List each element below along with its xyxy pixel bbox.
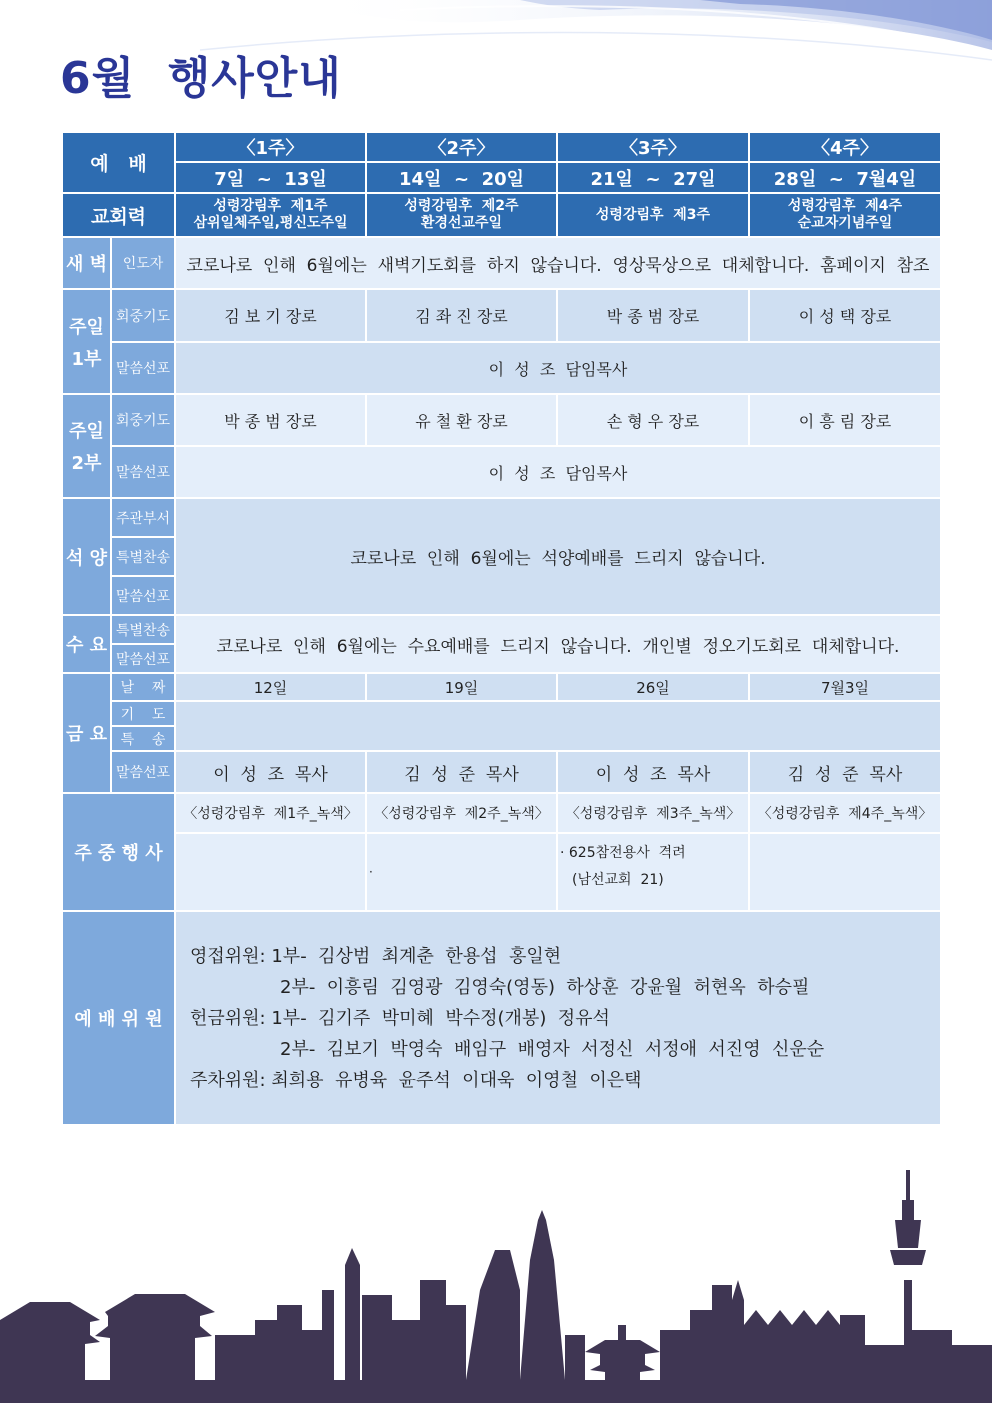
sunday1-prayer-week2: 김 좌 진 장로 <box>366 289 557 342</box>
sunday1-label-bottom: 1부 <box>71 348 102 370</box>
week-3-dates: 21일 ~ 27일 <box>557 162 749 193</box>
calendar-line: 성령강림후 제1주 <box>213 198 328 214</box>
offering-label: 헌금위원: <box>190 1007 266 1029</box>
members-label: 예 배 위 원 <box>62 911 175 1125</box>
week-4-header: 〈4주〉 <box>749 132 941 162</box>
evening-sub-dept: 주관부서 <box>111 498 175 537</box>
evening-row-1 <box>62 498 941 537</box>
sunday2-prayer-week4: 이 흥 림 장로 <box>749 394 941 446</box>
offering-line-2 <box>190 1034 940 1065</box>
friday-sermon-row <box>62 751 941 793</box>
calendar-line: 순교자기념주일 <box>797 215 893 231</box>
members-content <box>175 911 941 1125</box>
events-colors-row <box>62 793 941 833</box>
page-title: 6월 행사안내 <box>60 53 342 104</box>
sunday2-label-bottom: 2부 <box>71 453 102 474</box>
week-header-row <box>62 132 941 162</box>
dawn-sub-label: 인도자 <box>111 237 175 289</box>
wednesday-row-1 <box>62 615 941 644</box>
event-line: · 625참전용사 격려 <box>560 845 686 861</box>
greeters-line-1 <box>190 941 940 972</box>
wednesday-sub-sermon: 말씀선포 <box>111 644 175 673</box>
evening-sub-sermon: 말씀선포 <box>111 576 175 615</box>
sunday1-prayer-row <box>62 289 941 342</box>
friday-label: 금 요 <box>62 673 111 793</box>
events-week4 <box>749 833 941 911</box>
friday-date-week1: 12일 <box>175 673 366 701</box>
week-1-calendar <box>175 193 366 237</box>
friday-sermon-week3: 이 성 조 목사 <box>557 751 749 793</box>
date-range-row <box>62 162 941 193</box>
evening-sub-special-hymn: 특별찬송 <box>111 537 175 576</box>
greeters-label: 영접위원: <box>190 945 266 967</box>
events-color-week1: 〈성령강림후 제1주_녹색〉 <box>175 793 366 833</box>
sunday1-sermon-label: 말씀선포 <box>111 342 175 394</box>
events-color-week4: 〈성령강림후 제4주_녹색〉 <box>749 793 941 833</box>
sunday2-prayer-week1: 박 종 범 장로 <box>175 394 366 446</box>
sunday2-sermon-row <box>62 446 941 498</box>
calendar-line: 삼위일체주일,평신도주일 <box>193 215 348 231</box>
friday-sermon-week4: 김 성 준 목사 <box>749 751 941 793</box>
schedule-table <box>61 131 942 1126</box>
calendar-line: 성령강림후 제4주 <box>787 198 903 214</box>
church-calendar-label: 교회력 <box>62 193 175 237</box>
friday-date-label: 날 짜 <box>111 673 175 701</box>
sunday1-prayer-week1: 김 보 기 장로 <box>175 289 366 342</box>
week-2-dates: 14일 ~ 20일 <box>366 162 557 193</box>
calendar-line: 성령강림후 제3주 <box>595 206 711 223</box>
events-week3 <box>557 833 749 911</box>
wednesday-label: 수 요 <box>62 615 111 673</box>
sunday2-label <box>62 394 111 498</box>
week-1-header: 〈1주〉 <box>175 132 366 162</box>
sunday2-prayer-label: 회중기도 <box>111 394 175 446</box>
sunday1-prayer-week3: 박 종 범 장로 <box>557 289 749 342</box>
friday-special-label: 특 송 <box>111 726 175 751</box>
week-3-calendar <box>557 193 749 237</box>
sunday2-sermon-label: 말씀선포 <box>111 446 175 498</box>
week-3-header: 〈3주〉 <box>557 132 749 162</box>
church-calendar-row <box>62 193 941 237</box>
greeters-line-2 <box>190 972 940 1003</box>
week-2-header: 〈2주〉 <box>366 132 557 162</box>
sunday1-sermon-row <box>62 342 941 394</box>
sunday2-label-top: 주일 <box>69 421 104 442</box>
week-4-calendar <box>749 193 941 237</box>
events-week1 <box>175 833 366 911</box>
sunday1-label-top: 주일 <box>69 316 104 338</box>
events-color-week2: 〈성령강림후 제2주_녹색〉 <box>366 793 557 833</box>
sunday2-sermon: 이 성 조 담임목사 <box>175 446 941 498</box>
event-line: (남선교회 21) <box>572 872 664 888</box>
sunday2-prayer-row <box>62 394 941 446</box>
sunday2-prayer-week2: 유 철 환 장로 <box>366 394 557 446</box>
dawn-label: 새 벽 <box>62 237 111 289</box>
events-label: 주 중 행 사 <box>62 793 175 911</box>
sunday1-sermon: 이 성 조 담임목사 <box>175 342 941 394</box>
events-color-week3: 〈성령강림후 제3주_녹색〉 <box>557 793 749 833</box>
dawn-row <box>62 237 941 289</box>
offering-second-service: 2부- 김보기 박영숙 배임구 배영자 서정신 서정애 서진영 신운순 <box>280 1038 825 1060</box>
parking-label: 주차위원: <box>190 1069 266 1091</box>
friday-prayer-row <box>62 701 941 726</box>
week-4-dates: 28일 ~ 7월4일 <box>749 162 941 193</box>
calendar-line: 환경선교주일 <box>420 215 503 231</box>
friday-prayer-label: 기 도 <box>111 701 175 726</box>
friday-date-week4: 7월3일 <box>749 673 941 701</box>
worship-header-label: 예 배 <box>62 132 175 193</box>
wednesday-sub-special-hymn: 특별찬송 <box>111 615 175 644</box>
week-2-calendar <box>366 193 557 237</box>
wednesday-notice: 코로나로 인해 6월에는 수요예배를 드리지 않습니다. 개인별 정오기도회로 대체합니다. <box>175 615 941 673</box>
week-1-dates: 7일 ~ 13일 <box>175 162 366 193</box>
members-row <box>62 911 941 1125</box>
friday-sermon-week2: 김 성 준 목사 <box>366 751 557 793</box>
sunday1-label <box>62 289 111 394</box>
city-skyline-illustration <box>0 1130 992 1403</box>
friday-sermon-week1: 이 성 조 목사 <box>175 751 366 793</box>
offering-first-service: 1부- 김기주 박미혜 박수정(개봉) 정유석 <box>271 1007 610 1029</box>
events-week2: · <box>366 833 557 911</box>
evening-label: 석 양 <box>62 498 111 615</box>
friday-date-week2: 19일 <box>366 673 557 701</box>
events-detail-row <box>62 833 941 911</box>
parking-members: 최희용 유병육 윤주석 이대욱 이영철 이은택 <box>271 1069 642 1091</box>
greeters-first-service: 1부- 김상범 최계춘 한용섭 홍일현 <box>271 945 562 967</box>
dawn-notice: 코로나로 인해 6월에는 새벽기도회를 하지 않습니다. 영상묵상으로 대체합니다. 홈페이지 참조 <box>175 237 941 289</box>
evening-notice: 코로나로 인해 6월에는 석양예배를 드리지 않습니다. <box>175 498 941 615</box>
sunday1-prayer-label: 회중기도 <box>111 289 175 342</box>
friday-date-row <box>62 673 941 701</box>
friday-date-week3: 26일 <box>557 673 749 701</box>
parking-line <box>190 1065 940 1096</box>
sunday1-prayer-week4: 이 성 택 장로 <box>749 289 941 342</box>
friday-prayer-special-empty <box>175 701 941 751</box>
greeters-second-service: 2부- 이흥림 김영광 김영숙(영동) 하상훈 강윤월 허현옥 하승필 <box>280 976 810 998</box>
friday-sermon-label: 말씀선포 <box>111 751 175 793</box>
offering-line-1 <box>190 1003 940 1034</box>
sunday2-prayer-week3: 손 형 우 장로 <box>557 394 749 446</box>
calendar-line: 성령강림후 제2주 <box>404 198 519 214</box>
